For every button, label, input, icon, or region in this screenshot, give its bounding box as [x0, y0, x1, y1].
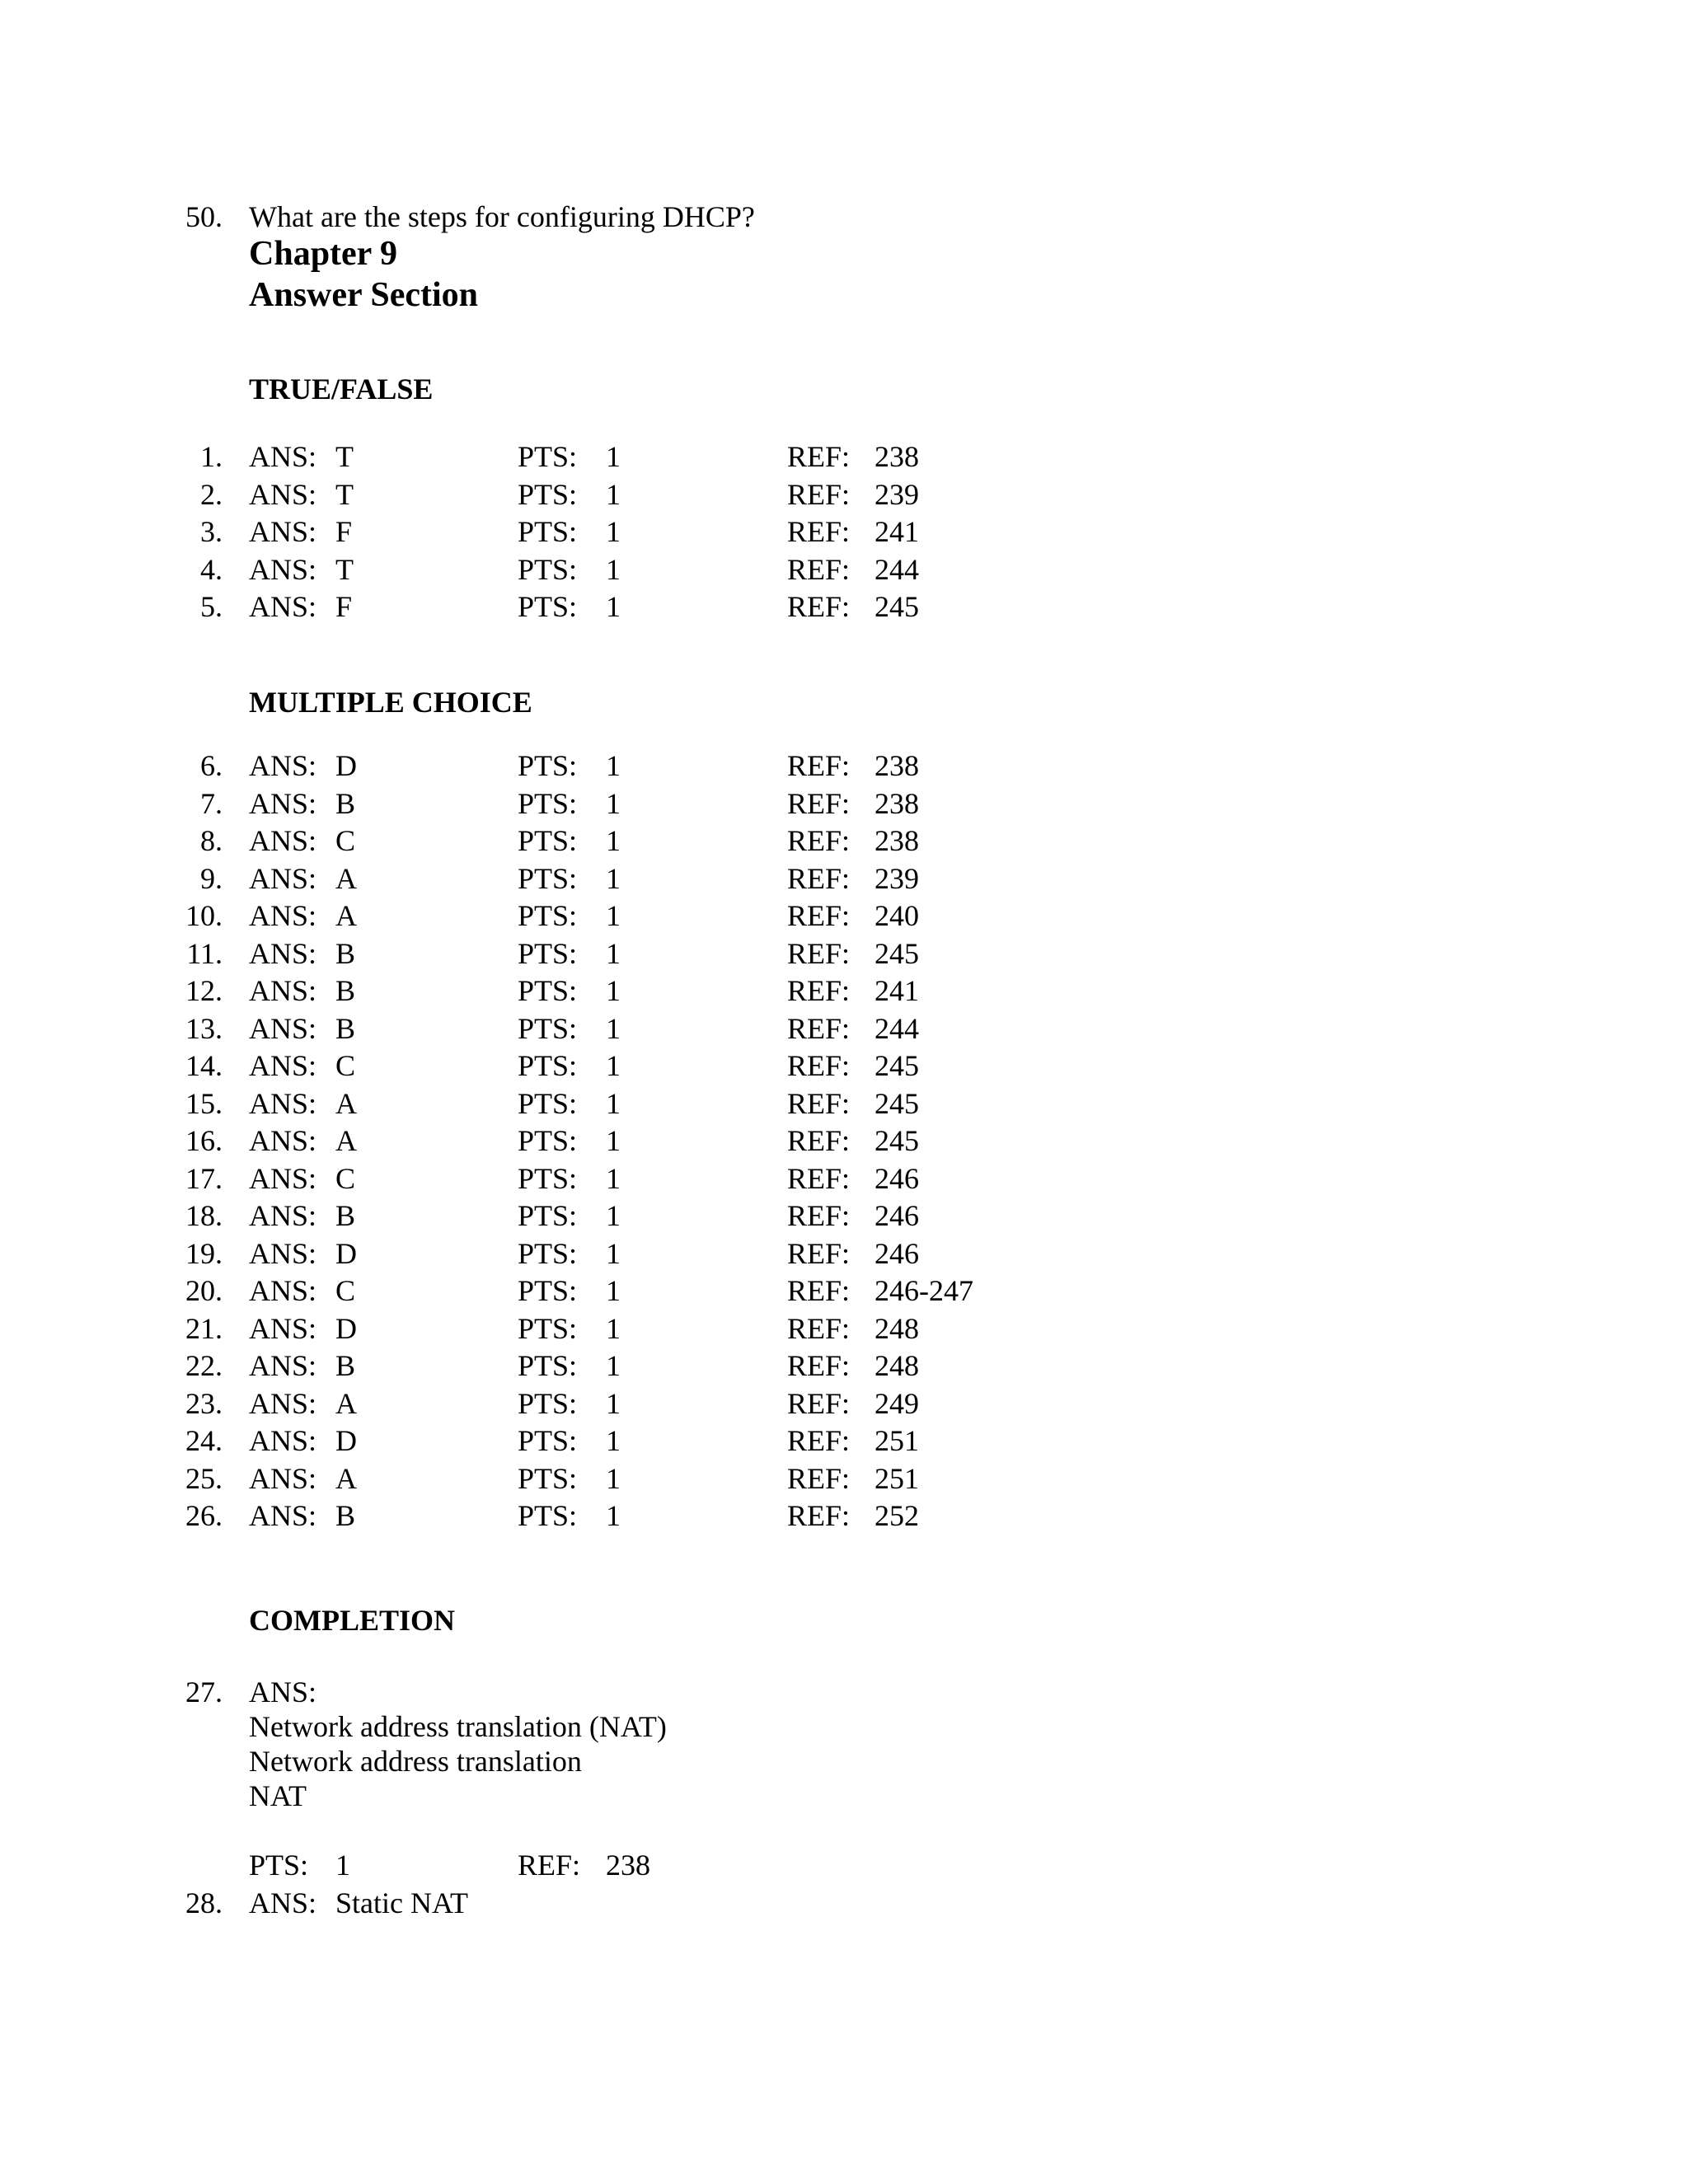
ref-label: REF:	[787, 1311, 851, 1345]
ref-value: 251	[874, 1461, 919, 1495]
row-number: 24.	[185, 1424, 223, 1457]
ans-label: ANS:	[249, 1386, 317, 1420]
ans-label: ANS:	[249, 899, 317, 932]
ref-value: 238	[874, 749, 919, 782]
ref-value: 244	[874, 1011, 919, 1045]
ans-label: ANS:	[249, 1274, 317, 1307]
pts-label: PTS:	[518, 1386, 578, 1420]
ref-value: 246	[874, 1236, 919, 1270]
ref-label: REF:	[787, 824, 851, 857]
ans-label: ANS:	[249, 824, 317, 857]
ref-label: REF:	[787, 1274, 851, 1307]
ref-label: REF:	[787, 477, 851, 511]
answer-section-title: Answer Section	[249, 276, 479, 314]
completion-heading: COMPLETION	[249, 1604, 456, 1637]
ans-label: ANS:	[249, 1199, 317, 1232]
ref-value: 239	[874, 477, 919, 511]
ans-label: ANS:	[249, 1124, 317, 1157]
ans-label: ANS:	[249, 1461, 317, 1495]
completion-answer: Network address translation (NAT)	[249, 1710, 667, 1743]
row-number: 8.	[200, 824, 223, 857]
ref-label: REF:	[787, 936, 851, 970]
row-number: 18.	[185, 1199, 223, 1232]
pts-label: PTS:	[518, 1311, 578, 1345]
pts-value: 1	[335, 1849, 350, 1882]
pts-label: PTS:	[518, 477, 578, 511]
pts-value: 1	[606, 749, 621, 782]
pts-value: 1	[606, 1049, 621, 1082]
row-number: 1.	[200, 440, 223, 473]
row-number: 6.	[200, 749, 223, 782]
ans-label: ANS:	[249, 590, 317, 623]
row-number: 3.	[200, 515, 223, 548]
pts-label: PTS:	[518, 1461, 578, 1495]
row-number: 25.	[185, 1461, 223, 1495]
ans-value: T	[335, 552, 354, 586]
row-number: 4.	[200, 552, 223, 586]
ans-label: ANS:	[249, 1499, 317, 1532]
ans-label: ANS:	[249, 1675, 317, 1708]
ans-label: ANS:	[249, 1161, 317, 1195]
chapter-title: Chapter 9	[249, 235, 398, 273]
ans-label: ANS:	[249, 861, 317, 895]
ref-value: 241	[874, 974, 919, 1007]
ans-label: ANS:	[249, 1349, 317, 1382]
row-number: 10.	[185, 899, 223, 932]
ref-label: REF:	[518, 1849, 581, 1882]
ref-value: 238	[874, 824, 919, 857]
ref-label: REF:	[787, 899, 851, 932]
ref-value: 238	[874, 786, 919, 820]
pts-label: PTS:	[249, 1849, 309, 1882]
ref-label: REF:	[787, 1461, 851, 1495]
pts-label: PTS:	[518, 440, 578, 473]
pts-value: 1	[606, 974, 621, 1007]
ref-value: 238	[606, 1849, 650, 1882]
pts-value: 1	[606, 477, 621, 511]
pts-value: 1	[606, 1499, 621, 1532]
row-number: 23.	[185, 1386, 223, 1420]
ref-value: 239	[874, 861, 919, 895]
true-false-heading: TRUE/FALSE	[249, 373, 434, 405]
ref-label: REF:	[787, 1424, 851, 1457]
ans-label: ANS:	[249, 749, 317, 782]
pts-label: PTS:	[518, 1236, 578, 1270]
pts-label: PTS:	[518, 1124, 578, 1157]
ans-value: B	[335, 974, 356, 1007]
question-text: What are the steps for configuring DHCP?	[249, 200, 755, 233]
ref-label: REF:	[787, 1386, 851, 1420]
pts-label: PTS:	[518, 899, 578, 932]
pts-label: PTS:	[518, 749, 578, 782]
pts-value: 1	[606, 590, 621, 623]
row-number: 16.	[185, 1124, 223, 1157]
ans-value: A	[335, 1461, 357, 1495]
ans-value: B	[335, 786, 356, 820]
ref-label: REF:	[787, 1499, 851, 1532]
pts-value: 1	[606, 1236, 621, 1270]
ref-label: REF:	[787, 552, 851, 586]
pts-value: 1	[606, 515, 621, 548]
ans-value: C	[335, 1274, 356, 1307]
ref-value: 252	[874, 1499, 919, 1532]
row-number: 11.	[186, 936, 223, 970]
ref-value: 240	[874, 899, 919, 932]
ans-value: D	[335, 1424, 357, 1457]
ans-value: C	[335, 824, 356, 857]
ans-value: Static NAT	[335, 1886, 468, 1919]
ans-value: T	[335, 440, 354, 473]
ans-label: ANS:	[249, 974, 317, 1007]
ans-label: ANS:	[249, 1049, 317, 1082]
pts-value: 1	[606, 899, 621, 932]
pts-label: PTS:	[518, 1011, 578, 1045]
ans-label: ANS:	[249, 786, 317, 820]
item-number: 28.	[185, 1886, 223, 1919]
ans-value: A	[335, 1386, 357, 1420]
item-number: 27.	[185, 1675, 223, 1708]
ref-value: 246	[874, 1161, 919, 1195]
ans-label: ANS:	[249, 477, 317, 511]
ans-label: ANS:	[249, 1424, 317, 1457]
pts-label: PTS:	[518, 1049, 578, 1082]
ref-label: REF:	[787, 861, 851, 895]
completion-answer: Network address translation	[249, 1745, 582, 1778]
pts-label: PTS:	[518, 590, 578, 623]
pts-value: 1	[606, 1461, 621, 1495]
ans-value: B	[335, 1199, 356, 1232]
multiple-choice-heading: MULTIPLE CHOICE	[249, 686, 532, 719]
ref-value: 245	[874, 1124, 919, 1157]
pts-label: PTS:	[518, 1086, 578, 1120]
pts-label: PTS:	[518, 1349, 578, 1382]
ref-label: REF:	[787, 786, 851, 820]
ref-value: 249	[874, 1386, 919, 1420]
ref-label: REF:	[787, 1161, 851, 1195]
row-number: 9.	[200, 861, 223, 895]
ans-label: ANS:	[249, 1886, 317, 1919]
pts-label: PTS:	[518, 552, 578, 586]
pts-label: PTS:	[518, 1161, 578, 1195]
ans-value: B	[335, 1011, 356, 1045]
ans-value: A	[335, 899, 357, 932]
pts-value: 1	[606, 786, 621, 820]
completion-answer: NAT	[249, 1779, 307, 1812]
ans-label: ANS:	[249, 1011, 317, 1045]
pts-value: 1	[606, 1274, 621, 1307]
ref-value: 251	[874, 1424, 919, 1457]
ref-label: REF:	[787, 749, 851, 782]
ref-value: 245	[874, 936, 919, 970]
pts-value: 1	[606, 1124, 621, 1157]
pts-label: PTS:	[518, 1274, 578, 1307]
ans-value: D	[335, 749, 357, 782]
ref-label: REF:	[787, 590, 851, 623]
ans-value: A	[335, 861, 357, 895]
ref-label: REF:	[787, 1049, 851, 1082]
ans-label: ANS:	[249, 552, 317, 586]
ans-label: ANS:	[249, 1311, 317, 1345]
pts-label: PTS:	[518, 861, 578, 895]
row-number: 14.	[185, 1049, 223, 1082]
ans-value: T	[335, 477, 354, 511]
ref-label: REF:	[787, 1011, 851, 1045]
pts-label: PTS:	[518, 1424, 578, 1457]
ans-value: B	[335, 1349, 356, 1382]
ref-value: 246	[874, 1199, 919, 1232]
pts-value: 1	[606, 1086, 621, 1120]
pts-value: 1	[606, 1424, 621, 1457]
row-number: 2.	[200, 477, 223, 511]
ref-value: 245	[874, 590, 919, 623]
ans-label: ANS:	[249, 515, 317, 548]
ref-value: 244	[874, 552, 919, 586]
pts-label: PTS:	[518, 1499, 578, 1532]
pts-value: 1	[606, 1386, 621, 1420]
ref-value: 248	[874, 1349, 919, 1382]
pts-label: PTS:	[518, 1199, 578, 1232]
ans-value: D	[335, 1236, 357, 1270]
pts-value: 1	[606, 1311, 621, 1345]
row-number: 17.	[185, 1161, 223, 1195]
ref-value: 248	[874, 1311, 919, 1345]
pts-label: PTS:	[518, 936, 578, 970]
ref-value: 246-247	[874, 1274, 973, 1307]
ref-value: 238	[874, 440, 919, 473]
pts-label: PTS:	[518, 974, 578, 1007]
ref-value: 241	[874, 515, 919, 548]
row-number: 21.	[185, 1311, 223, 1345]
pts-label: PTS:	[518, 824, 578, 857]
ref-label: REF:	[787, 974, 851, 1007]
ans-label: ANS:	[249, 1086, 317, 1120]
ref-label: REF:	[787, 1124, 851, 1157]
ans-value: F	[335, 515, 353, 548]
ref-label: REF:	[787, 1236, 851, 1270]
row-number: 7.	[200, 786, 223, 820]
ans-label: ANS:	[249, 936, 317, 970]
ans-value: C	[335, 1049, 356, 1082]
question-number: 50.	[185, 200, 223, 233]
pts-value: 1	[606, 1011, 621, 1045]
ans-value: A	[335, 1124, 357, 1157]
row-number: 20.	[185, 1274, 223, 1307]
pts-value: 1	[606, 824, 621, 857]
ans-value: B	[335, 1499, 356, 1532]
ans-value: D	[335, 1311, 357, 1345]
row-number: 15.	[185, 1086, 223, 1120]
ref-value: 245	[874, 1049, 919, 1082]
ref-label: REF:	[787, 515, 851, 548]
row-number: 13.	[185, 1011, 223, 1045]
pts-value: 1	[606, 1349, 621, 1382]
pts-value: 1	[606, 936, 621, 970]
row-number: 5.	[200, 590, 223, 623]
pts-value: 1	[606, 552, 621, 586]
ans-value: C	[335, 1161, 356, 1195]
ref-label: REF:	[787, 1349, 851, 1382]
ans-value: A	[335, 1086, 357, 1120]
ans-label: ANS:	[249, 440, 317, 473]
row-number: 12.	[185, 974, 223, 1007]
ans-value: F	[335, 590, 353, 623]
pts-value: 1	[606, 1161, 621, 1195]
ans-label: ANS:	[249, 1236, 317, 1270]
row-number: 22.	[185, 1349, 223, 1382]
pts-value: 1	[606, 861, 621, 895]
ans-value: B	[335, 936, 356, 970]
row-number: 19.	[185, 1236, 223, 1270]
row-number: 26.	[185, 1499, 223, 1532]
pts-value: 1	[606, 440, 621, 473]
ref-label: REF:	[787, 440, 851, 473]
ref-label: REF:	[787, 1199, 851, 1232]
pts-label: PTS:	[518, 786, 578, 820]
pts-label: PTS:	[518, 515, 578, 548]
ref-label: REF:	[787, 1086, 851, 1120]
ref-value: 245	[874, 1086, 919, 1120]
pts-value: 1	[606, 1199, 621, 1232]
